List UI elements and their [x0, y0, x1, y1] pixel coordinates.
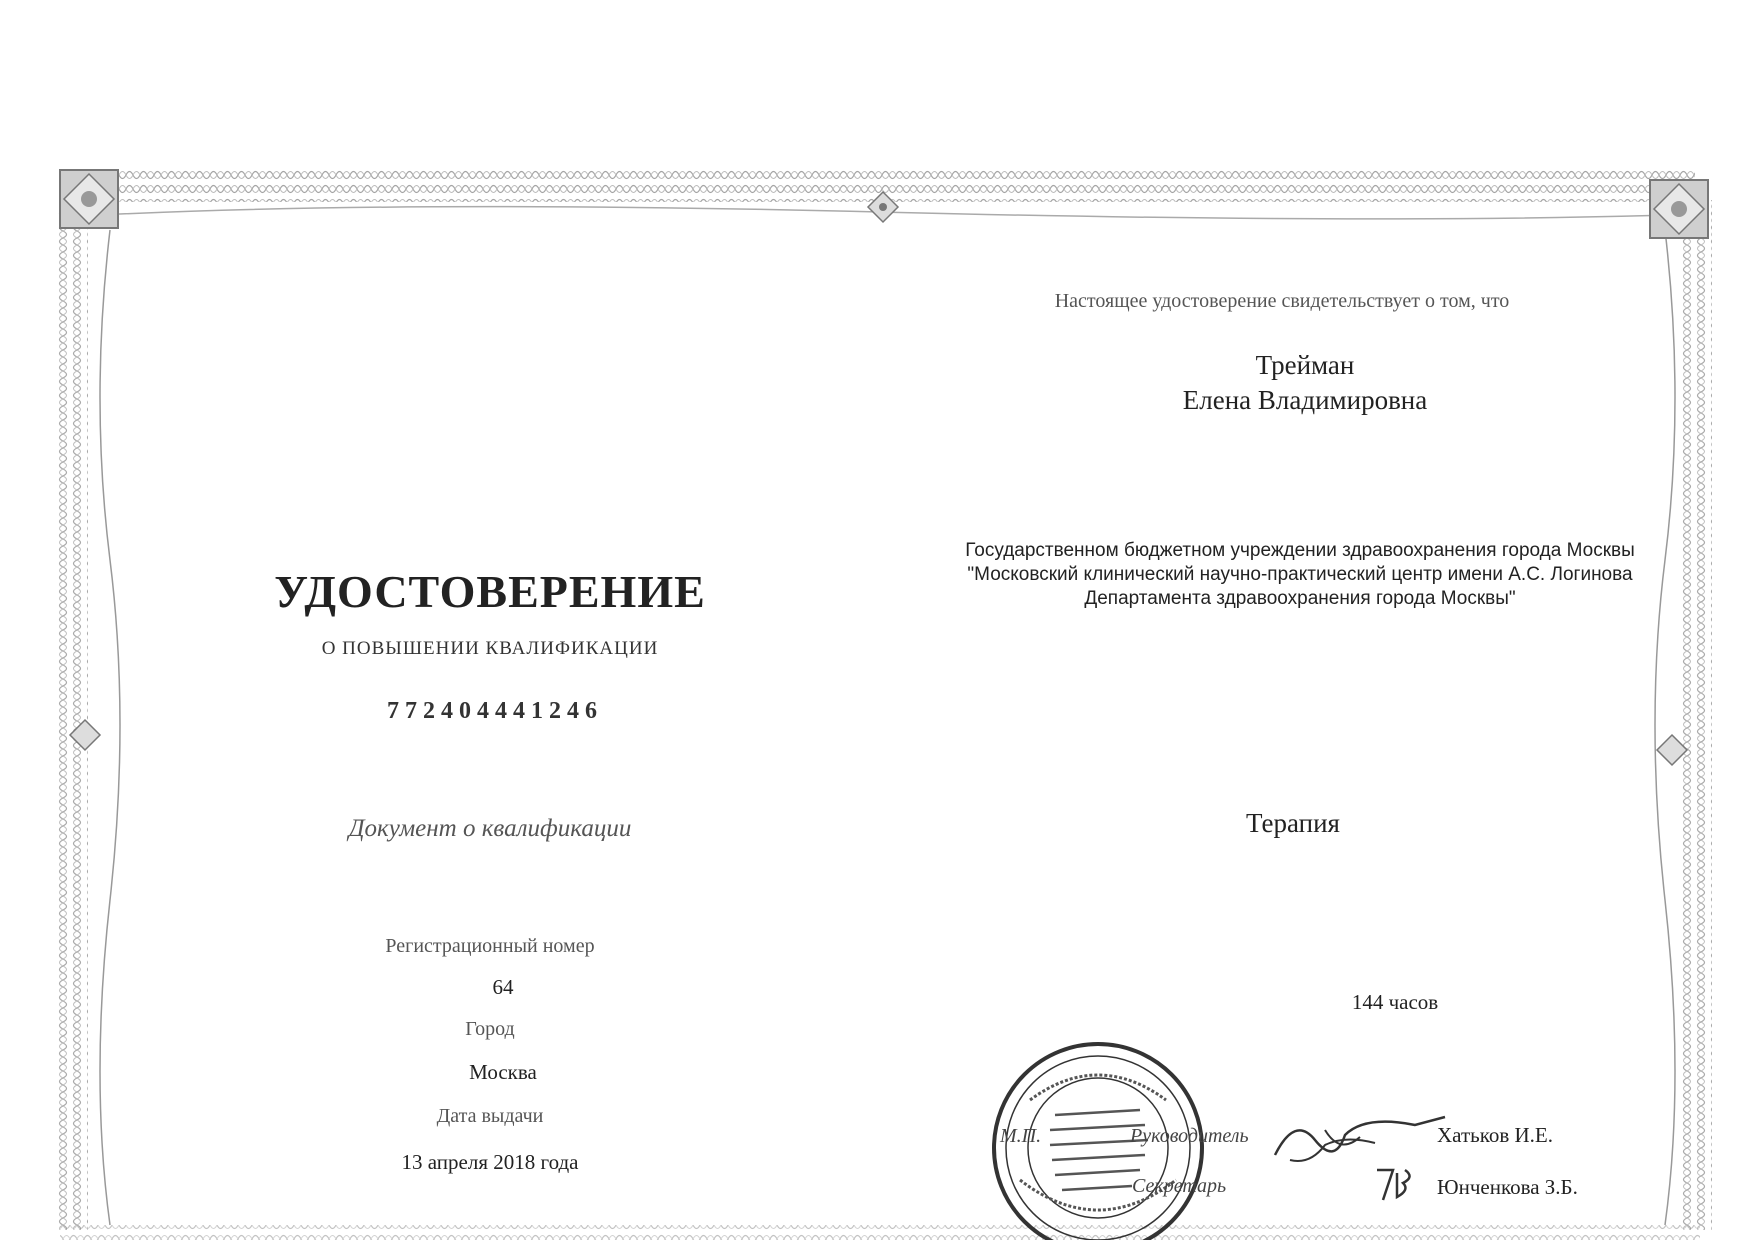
city-label: Город [465, 1018, 515, 1040]
corner-ornament-top-right [1650, 180, 1708, 238]
secretary-signature [1375, 1165, 1425, 1205]
org-line-1: Государственном бюджетном учреждении здравоохранения города Москвы [965, 540, 1635, 561]
org-line-3: Департамента здравоохранения города Москвы" [1084, 588, 1516, 609]
document-label: Документ о квалификации [348, 815, 632, 842]
issue-date-value: 13 апреля 2018 года [401, 1150, 579, 1174]
program-name: Терапия [1246, 808, 1340, 838]
holder-surname: Трейман [1255, 350, 1355, 380]
head-name: Хатьков И.Е. [1437, 1123, 1553, 1147]
certificate-subtitle: О ПОВЫШЕНИИ КВАЛИФИКАЦИИ [321, 638, 659, 659]
intro-text: Настоящее удостоверение свидетельствует о том, что [1054, 290, 1510, 312]
head-label: Руководитель [1130, 1125, 1249, 1147]
head-signature [1265, 1095, 1465, 1175]
reg-number-label: Регистрационный номер [385, 935, 595, 957]
certificate-title: УДОСТОВЕРЕНИЕ [274, 566, 706, 617]
corner-ornament-top-left [60, 170, 118, 228]
serial-number: 772404441246 [387, 698, 603, 724]
secretary-name: Юнченкова З.Б. [1437, 1175, 1578, 1199]
program-hours: 144 часов [1351, 990, 1439, 1014]
holder-given-names: Елена Владимировна [1182, 385, 1428, 415]
city-value: Москва [469, 1060, 537, 1084]
secretary-label: Секретарь [1132, 1175, 1227, 1197]
org-line-2: "Московский клинический научно-практический центр имени А.С. Логинова [967, 564, 1633, 585]
mp-label: М.П. [1000, 1125, 1042, 1147]
issue-date-label: Дата выдачи [436, 1105, 544, 1127]
reg-number-value: 64 [492, 975, 514, 999]
